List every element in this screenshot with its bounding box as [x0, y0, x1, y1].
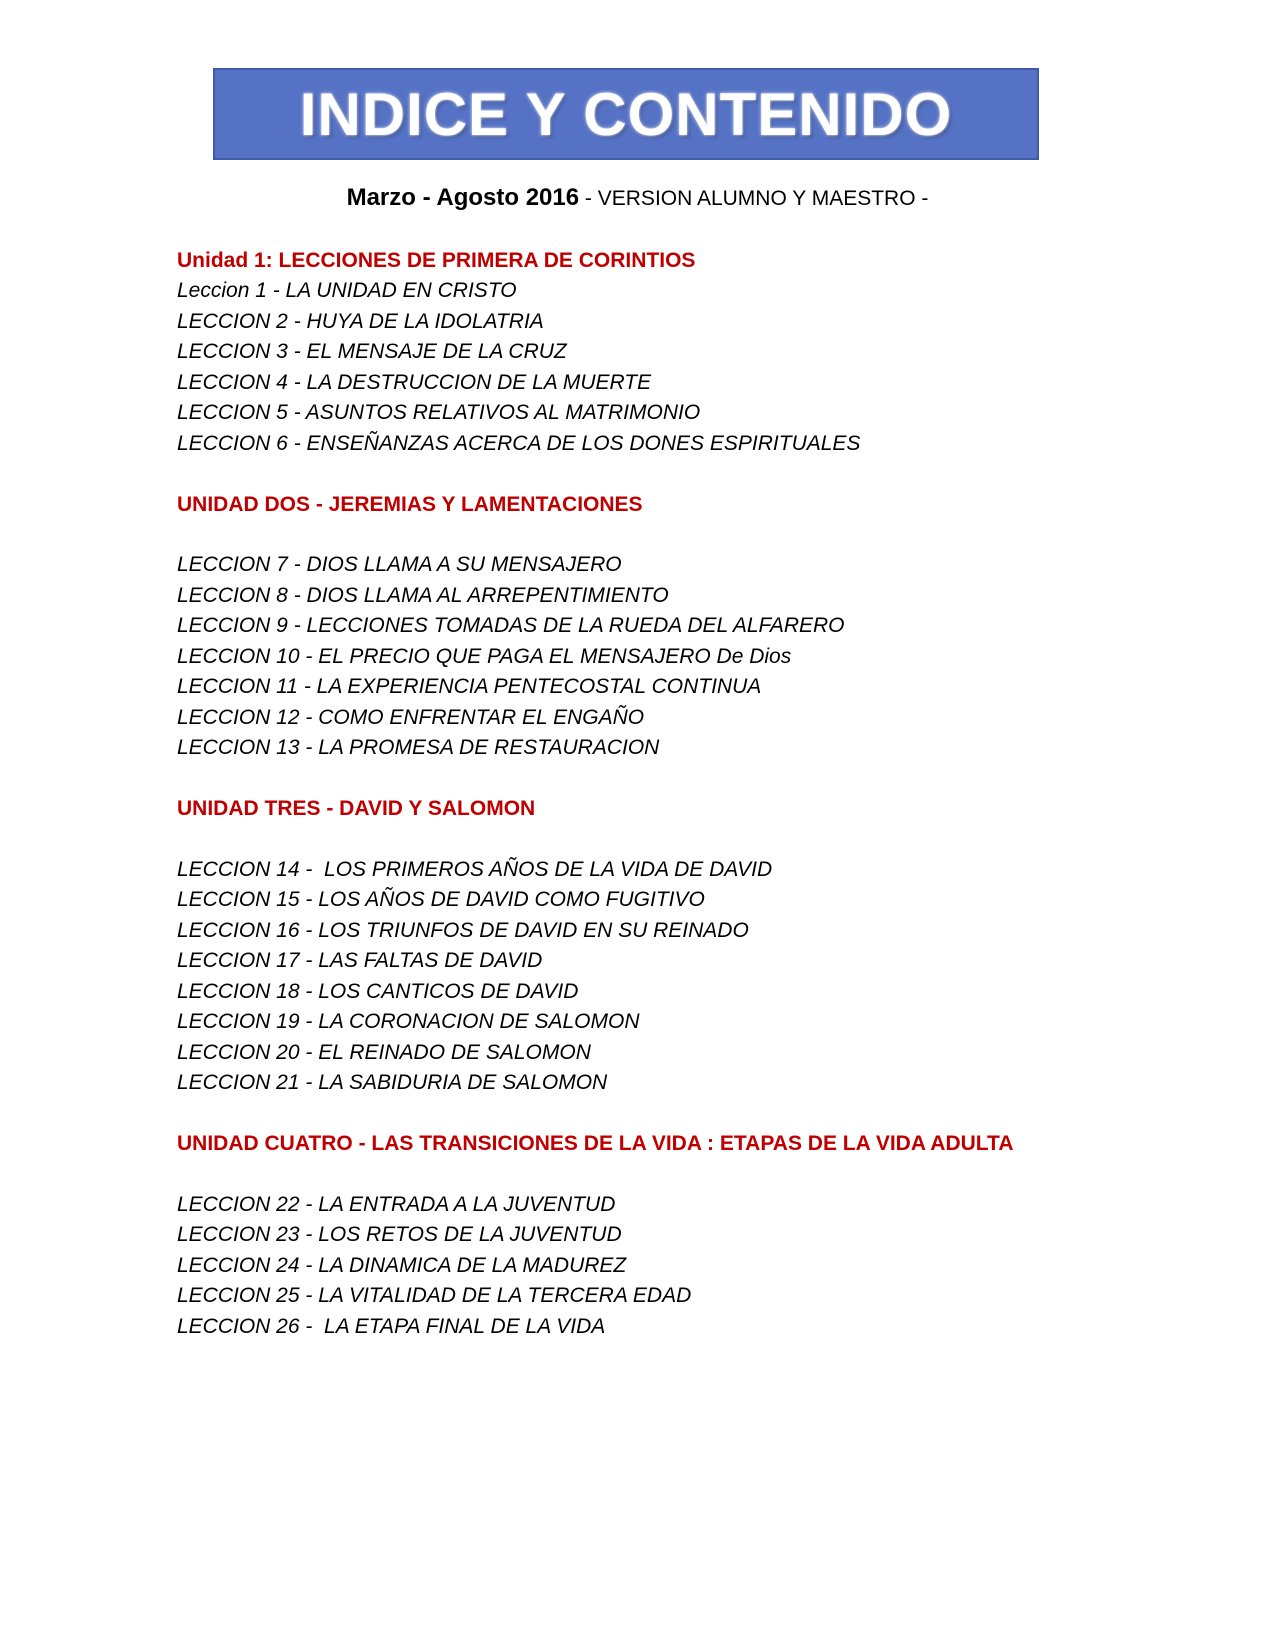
lesson-item: LECCION 5 - ASUNTOS RELATIVOS AL MATRIMONIO [177, 401, 701, 424]
spacer [177, 764, 1217, 795]
unit-title: UNIDAD CUATRO - LAS TRANSICIONES DE LA VIDA : ETAPAS DE LA VIDA ADULTA [177, 1132, 1014, 1155]
unit-section [177, 490, 1217, 764]
subtitle [0, 183, 1275, 214]
lesson-item: LECCION 15 - LOS AÑOS DE DAVID COMO FUGITIVO [177, 888, 705, 911]
lesson-item: LECCION 23 - LOS RETOS DE LA JUVENTUD [177, 1223, 622, 1246]
lesson-item: LECCION 3 - EL MENSAJE DE LA CRUZ [177, 340, 567, 363]
unit-section [177, 1129, 1217, 1342]
lesson-item: LECCION 16 - LOS TRIUNFOS DE DAVID EN SU REINADO [177, 918, 749, 942]
lesson-item: LECCION 11 - LA EXPERIENCIA PENTECOSTAL CONTINUA [177, 675, 762, 698]
spacer [177, 1159, 1217, 1190]
period-label: Marzo - Agosto 2016 [346, 184, 580, 211]
spacer [177, 1099, 1217, 1130]
lesson-item: LECCION 10 - EL PRECIO QUE PAGA EL MENSAJERO De Dios [177, 644, 792, 668]
lesson-item: LECCION 26 - LA ETAPA FINAL DE LA VIDA [177, 1314, 606, 1338]
lesson-item: LECCION 17 - LAS FALTAS DE DAVID [177, 949, 543, 972]
page-title: INDICE Y CONTENIDO [299, 80, 953, 148]
table-of-contents [177, 246, 1217, 1342]
spacer [177, 824, 1217, 855]
unit-title: UNIDAD TRES - DAVID Y SALOMON [177, 797, 536, 820]
version-label: - VERSION ALUMNO Y MAESTRO - [579, 187, 929, 210]
lesson-item: LECCION 6 - ENSEÑANZAS ACERCA DE LOS DONES ESPIRITUALES [177, 431, 861, 455]
lesson-item: LECCION 18 - LOS CANTICOS DE DAVID [177, 979, 579, 1003]
lesson-item: LECCION 13 - LA PROMESA DE RESTAURACION [177, 736, 660, 759]
lesson-item: LECCION 7 - DIOS LLAMA A SU MENSAJERO [177, 553, 622, 576]
lesson-item: LECCION 12 - COMO ENFRENTAR EL ENGAÑO [177, 705, 645, 729]
lesson-item: Leccion 1 - LA UNIDAD EN CRISTO [177, 279, 517, 302]
lesson-item: LECCION 4 - LA DESTRUCCION DE LA MUERTE [177, 370, 652, 394]
lesson-item: LECCION 21 - LA SABIDURIA DE SALOMON [177, 1071, 608, 1094]
title-banner [213, 68, 1039, 160]
spacer [177, 520, 1217, 551]
lesson-item: LECCION 25 - LA VITALIDAD DE LA TERCERA EDAD [177, 1284, 692, 1307]
unit-title: UNIDAD DOS - JEREMIAS Y LAMENTACIONES [177, 492, 643, 516]
unit-section [177, 794, 1217, 1099]
lesson-item: LECCION 9 - LECCIONES TOMADAS DE LA RUEDA DEL ALFARERO [177, 614, 845, 637]
lesson-item: LECCION 24 - LA DINAMICA DE LA MADUREZ [177, 1253, 627, 1277]
lesson-item: LECCION 14 - LOS PRIMEROS AÑOS DE LA VIDA DE DAVID [177, 857, 773, 881]
lesson-item: LECCION 20 - EL REINADO DE SALOMON [177, 1040, 591, 1064]
spacer [177, 459, 1217, 490]
unit-section [177, 246, 1217, 459]
lesson-item: LECCION 22 - LA ENTRADA A LA JUVENTUD [177, 1192, 616, 1216]
lesson-item: LECCION 2 - HUYA DE LA IDOLATRIA [177, 309, 544, 333]
lesson-item: LECCION 8 - DIOS LLAMA AL ARREPENTIMIENTO [177, 583, 669, 607]
lesson-item: LECCION 19 - LA CORONACION DE SALOMON [177, 1010, 640, 1033]
unit-title: Unidad 1: LECCIONES DE PRIMERA DE CORINTIOS [177, 249, 696, 272]
